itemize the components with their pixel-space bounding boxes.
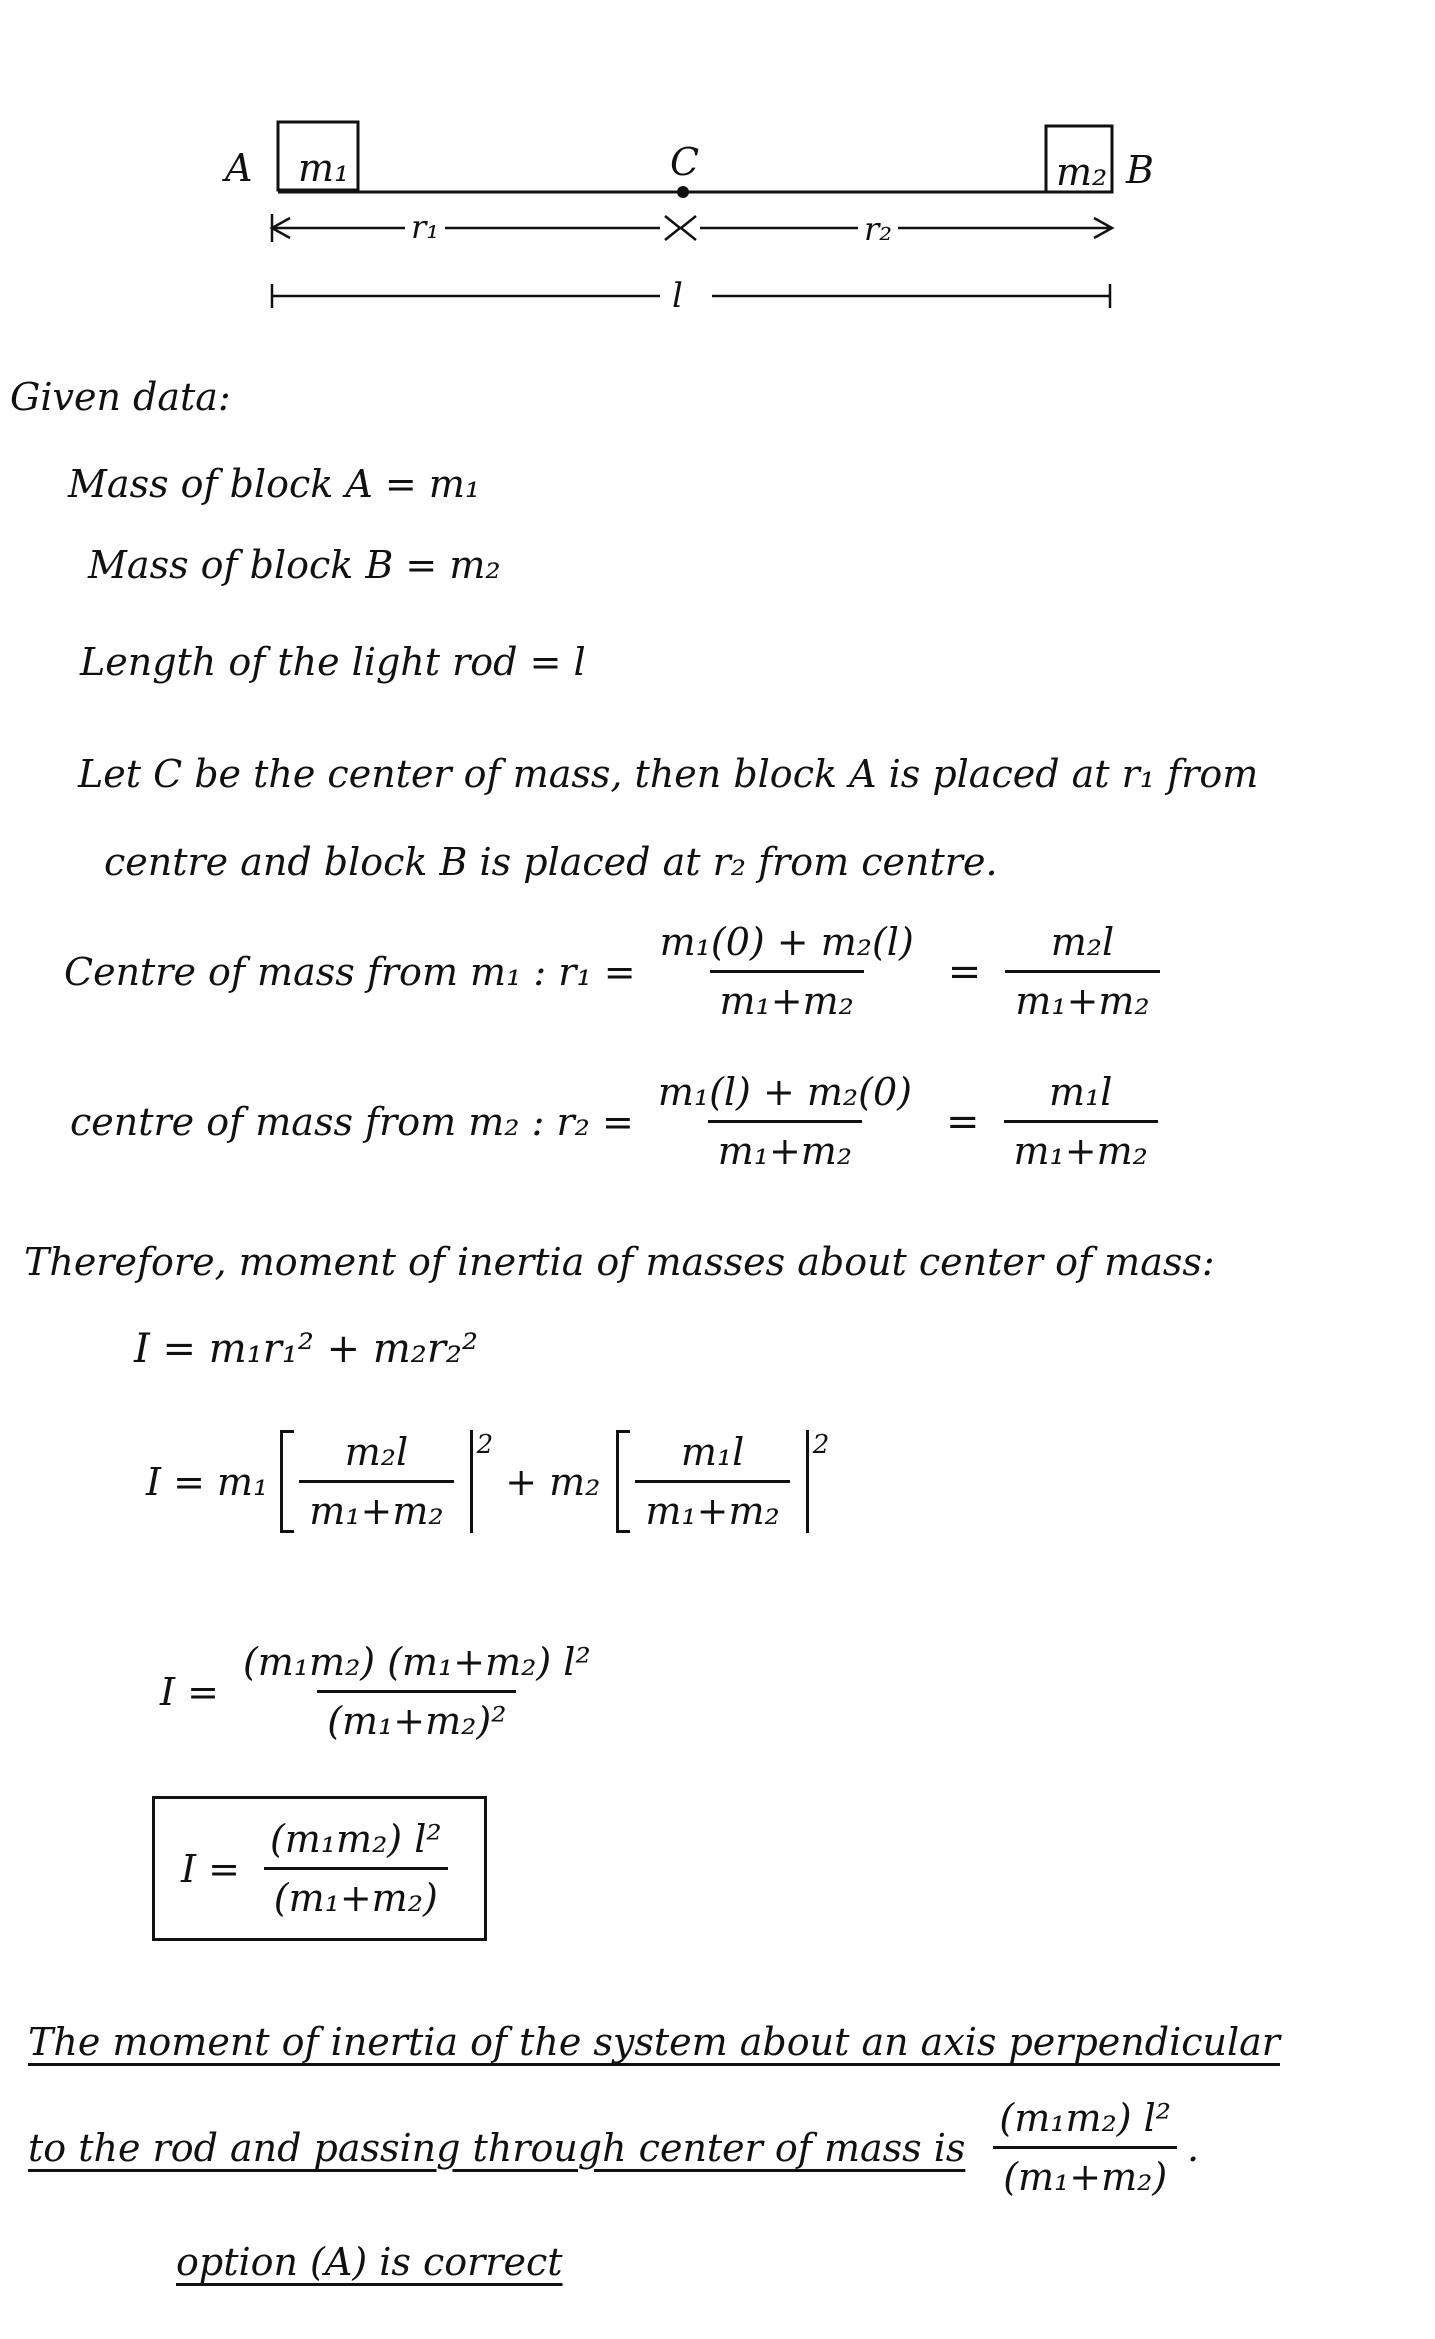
- given-line3: Length of the light rod = l: [80, 640, 586, 684]
- given-line2: Mass of block B = m₂: [88, 543, 501, 587]
- inertia-eq1: I = m₁r₁² + m₂r₂²: [134, 1326, 479, 1372]
- com-m1-num2: m₂l: [1050, 920, 1115, 964]
- inertia-result-box: [152, 1796, 487, 1941]
- statement-line1: Let C be the center of mass, then block A is placed at r₁ from: [78, 752, 1259, 796]
- com-m2-label: centre of mass from m₂ : r₂ =: [70, 1099, 634, 1144]
- therefore-line: Therefore, moment of inertia of masses about center of mass:: [24, 1240, 1215, 1284]
- com-m1-den2: m₁+m₂: [1005, 970, 1159, 1023]
- label-b: B: [1126, 148, 1154, 192]
- answer-line: option (A) is correct: [176, 2240, 563, 2284]
- label-c: C: [670, 140, 700, 184]
- com-m1-equation: [64, 920, 1166, 1023]
- inertia-eq2-num-b: m₁l: [680, 1430, 745, 1474]
- inertia-eq3-lhs: I =: [160, 1669, 219, 1714]
- given-line1: Mass of block A = m₁: [68, 462, 481, 506]
- inertia-eq4-lhs: I =: [181, 1846, 240, 1891]
- statement-line2: centre and block B is placed at r₂ from centre.: [104, 840, 998, 884]
- inertia-eq2-lhs: I = m₁: [146, 1459, 269, 1504]
- label-mass2: m₂: [1056, 150, 1108, 194]
- com-m2-den2: m₁+m₂: [1004, 1120, 1158, 1173]
- com-m2-num2: m₁l: [1048, 1070, 1113, 1114]
- label-r2: r₂: [858, 210, 898, 248]
- label-length: l: [672, 276, 683, 316]
- inertia-eq2-sq-b: 2: [812, 1430, 830, 1460]
- com-m2-equation: [70, 1070, 1164, 1173]
- com-m1-eq: =: [947, 948, 982, 995]
- conclusion-line1: The moment of inertia of the system about an axis perpendicular: [28, 2020, 1280, 2064]
- com-m1-label: Centre of mass from m₁ : r₁ =: [64, 949, 636, 994]
- inertia-eq3: [160, 1640, 607, 1743]
- label-r1: r₁: [405, 208, 445, 246]
- inertia-eq2-den-b: m₁+m₂: [635, 1480, 789, 1533]
- inertia-eq3-num: (m₁m₂) (m₁+m₂) l²: [242, 1640, 591, 1684]
- conclusion-num: (m₁m₂) l²: [999, 2096, 1172, 2140]
- com-m2-eq: =: [945, 1098, 980, 1145]
- com-m1-den1: m₁+m₂: [710, 970, 864, 1023]
- inertia-eq4-den: (m₁+m₂): [264, 1867, 448, 1920]
- com-m2-den1: m₁+m₂: [708, 1120, 862, 1173]
- inertia-eq2-num-a: m₂l: [344, 1430, 409, 1474]
- label-a: A: [225, 146, 253, 190]
- conclusion-line2: to the rod and passing through center of mass is: [28, 2125, 966, 2170]
- conclusion-period: .: [1187, 2125, 1200, 2170]
- inertia-eq3-den: (m₁+m₂)²: [317, 1690, 516, 1743]
- inertia-eq2-den-a: m₁+m₂: [299, 1480, 453, 1533]
- given-heading: Given data:: [10, 375, 231, 419]
- com-m1-num1: m₁(0) + m₂(l): [659, 920, 914, 964]
- com-m2-num1: m₁(l) + m₂(0): [657, 1070, 912, 1114]
- inertia-eq4-num: (m₁m₂) l²: [269, 1817, 442, 1861]
- rod-diagram: [0, 0, 1435, 330]
- conclusion-den: (m₁+m₂): [993, 2146, 1177, 2199]
- conclusion-line2-row: [28, 2096, 1199, 2199]
- inertia-eq2: [146, 1430, 829, 1533]
- inertia-eq2-plus: + m₂: [505, 1459, 601, 1504]
- inertia-eq2-sq-a: 2: [476, 1430, 494, 1460]
- center-of-mass-point: [677, 186, 689, 198]
- label-mass1: m₁: [298, 146, 350, 190]
